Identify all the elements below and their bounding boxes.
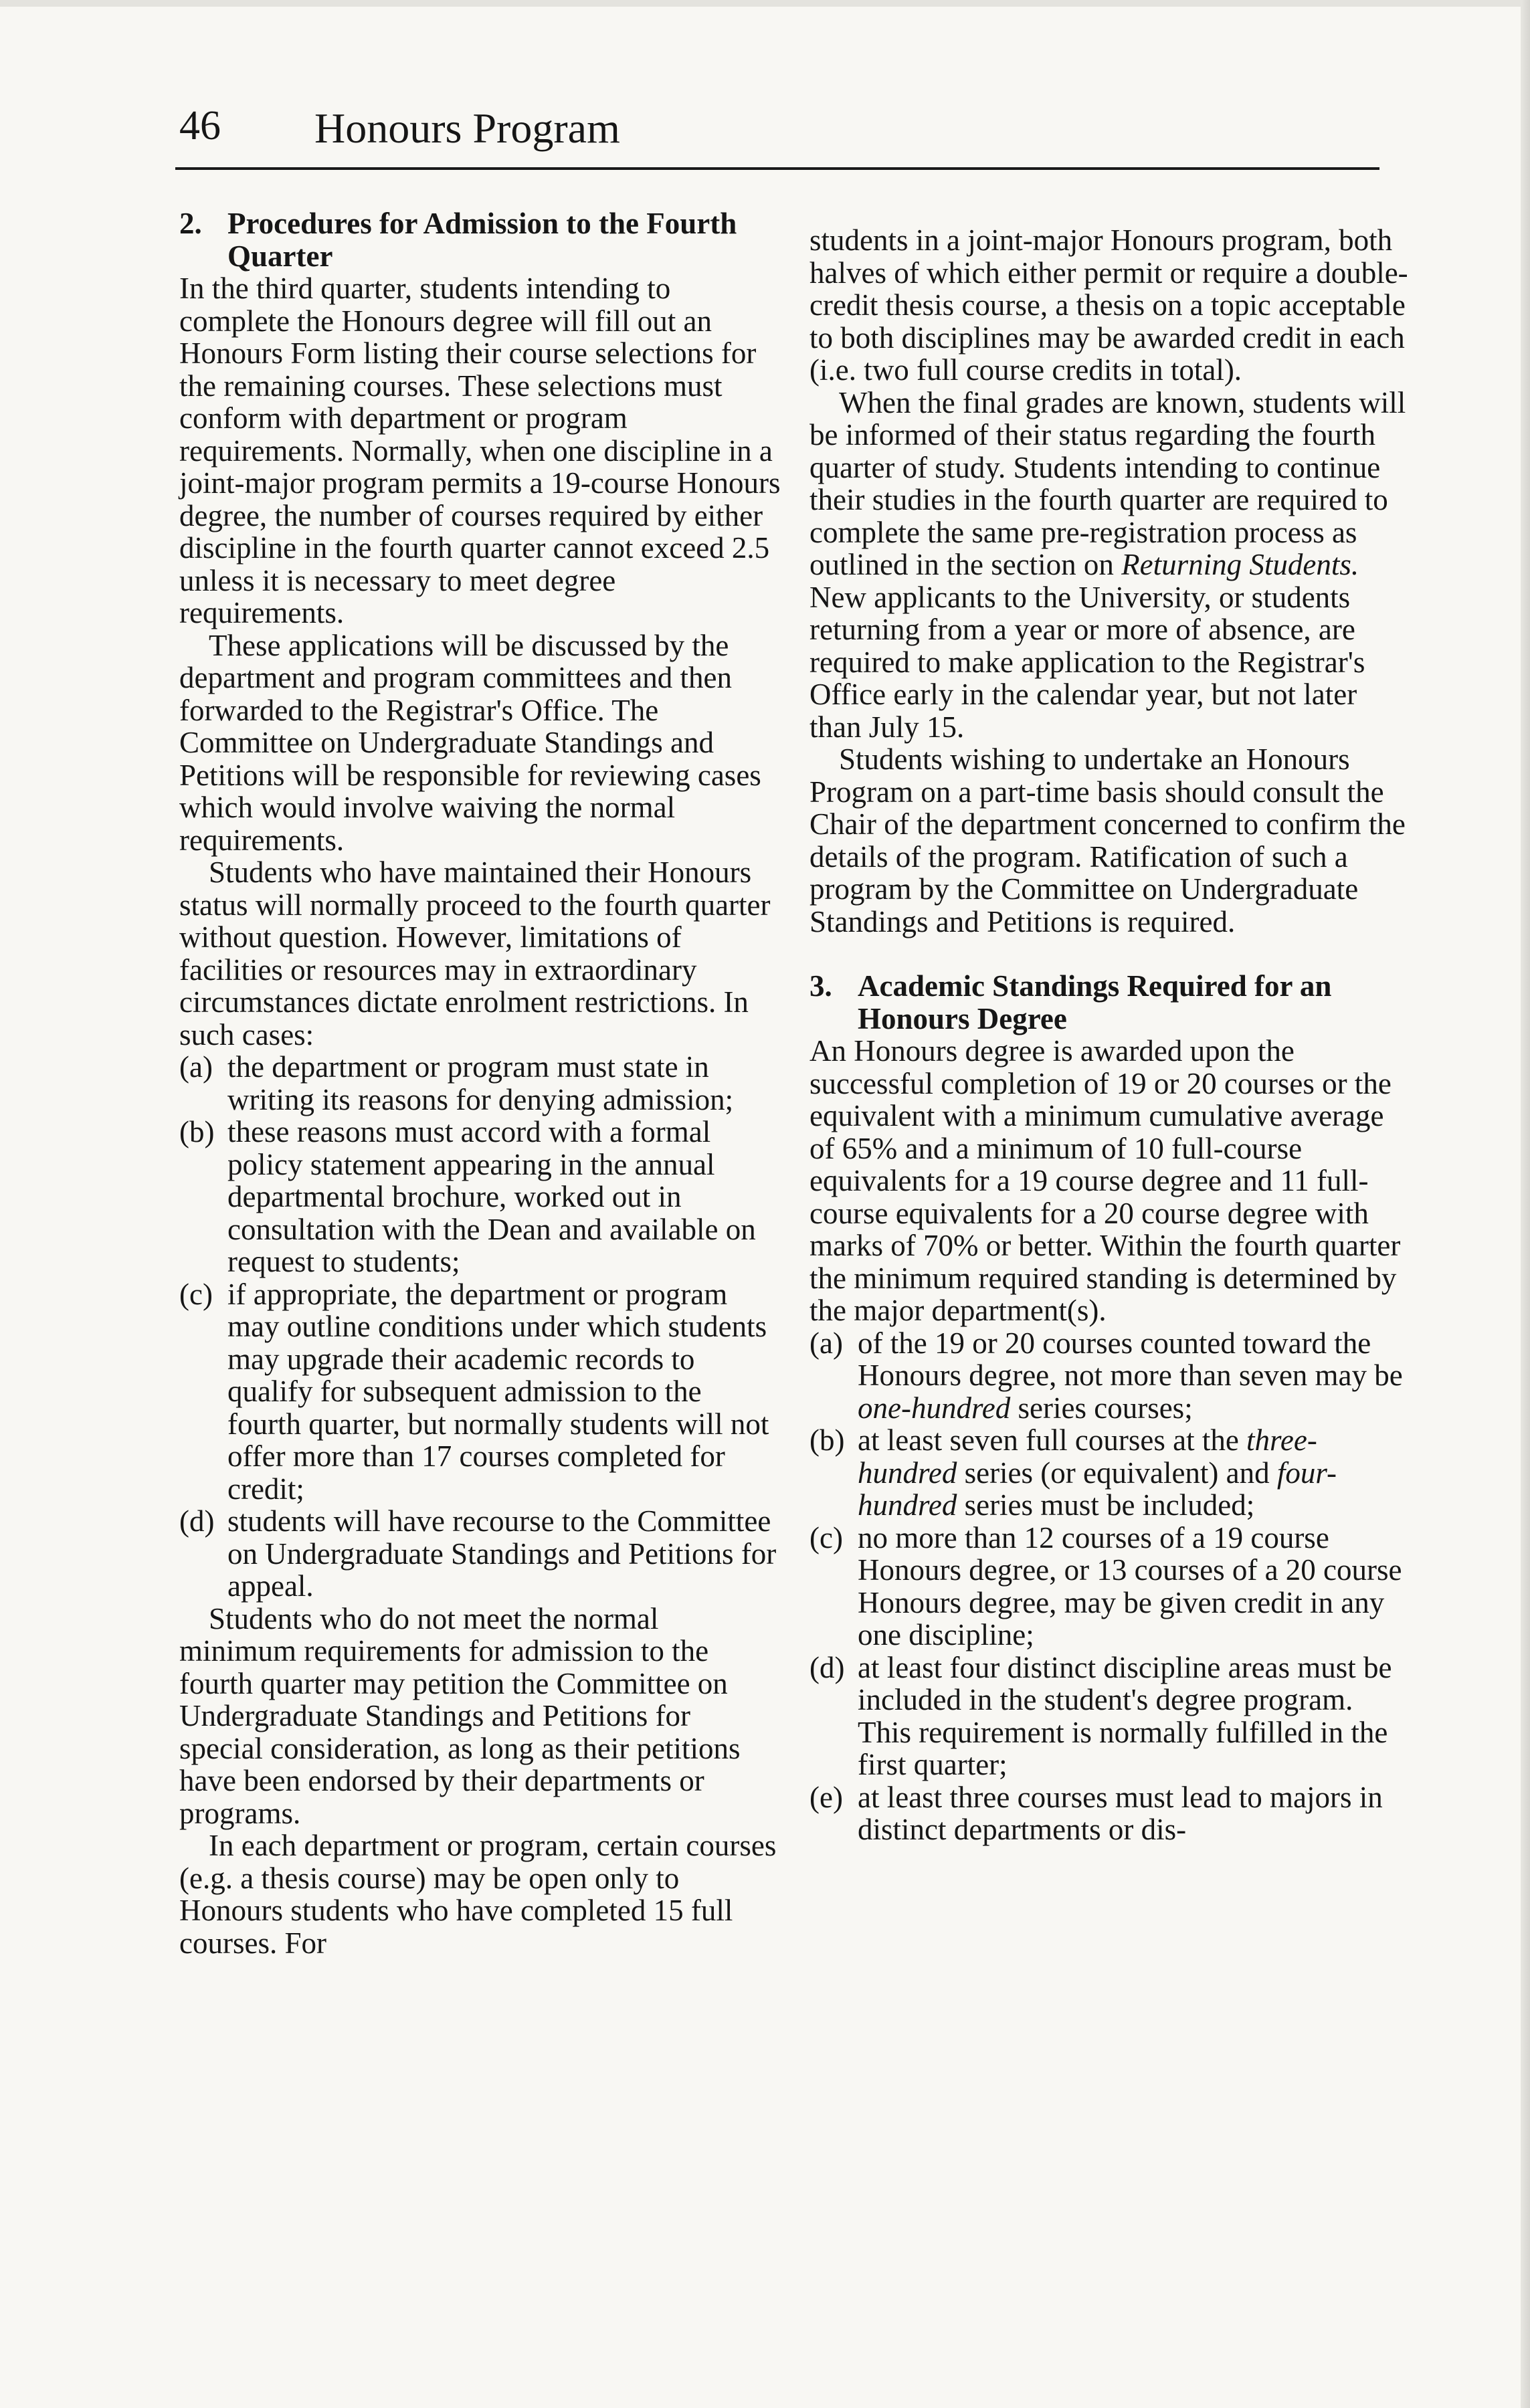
list-item-italic: four-hundred: [858, 1456, 1337, 1522]
list-item-text-part: series courses;: [1010, 1391, 1193, 1425]
list-item-text: [858, 1327, 1412, 1425]
list-item: [179, 1505, 781, 1603]
list-item-text: no more than 12 courses of a 19 course Honours degree, or 13 courses of a 20 course Honours degree, may be given credit in any one discipline;: [858, 1520, 1402, 1651]
list-item-label: (c): [809, 1520, 843, 1554]
list-item-label: (c): [179, 1277, 213, 1311]
paragraph: Students who do not meet the normal minimum requirements for admission to the fourth quarter may petition the Committee on Undergraduate Standings and Petitions for special consideration, as long as their petitions have been endorsed by their departments or programs.: [179, 1601, 741, 1830]
paragraph: students in a joint-major Honours program, both halves of which either permit or require a double-credit thesis course, a thesis on a topic acceptable to both disciplines may be awarded credit in each (i.e. two full course credits in total).: [809, 223, 1408, 387]
section-2-heading: [179, 207, 781, 272]
page-number: 46: [179, 103, 221, 148]
section-2-number: 2.: [179, 207, 202, 240]
page-edge-top: [0, 0, 1530, 7]
list-item-text-part: at least seven full courses at the: [858, 1423, 1247, 1457]
list-item-text: at least three courses must lead to majors in distinct departments or dis-: [858, 1780, 1383, 1846]
section-gap: [809, 938, 1412, 970]
list-item-text: at least four distinct discipline areas must be included in the student's degree program. This requirement is normally fulfilled in the first quarter;: [858, 1650, 1392, 1781]
list-item-label: (b): [179, 1115, 215, 1148]
section-3-number: 3.: [809, 969, 832, 1003]
list-item: [809, 1522, 1412, 1651]
section-2-title: Procedures for Admission to the Fourth Quarter: [227, 207, 737, 273]
page-header: [174, 99, 1378, 166]
list-item-text-part: series must be included;: [957, 1488, 1255, 1522]
list-item-label: (d): [179, 1504, 215, 1538]
list-item-text-part: series (or equivalent) and: [957, 1456, 1277, 1490]
list-item-italic: three-hundred: [858, 1423, 1317, 1490]
list-item-text: [858, 1424, 1412, 1522]
paragraph: In the third quarter, students intending to complete the Honours degree will fill out an Honours Form listing their course selections for the remaining courses. These selections must conform with department or program requirements. Normally, when one discipline in a joint-major program permits a 19-course Honours degree, the number of courses required by either discipline in the fourth quarter cannot exceed 2.5 unless it is necessary to meet degree requirements.: [179, 272, 781, 629]
running-title: Honours Program: [314, 104, 620, 152]
header-rule: [175, 167, 1379, 170]
list-item: [809, 1651, 1412, 1781]
list-item-label: (b): [809, 1423, 845, 1457]
list-item: [179, 1278, 781, 1506]
list-item: [809, 1781, 1412, 1846]
paragraph: An Honours degree is awarded upon the successful completion of 19 or 20 courses or the equivalent with a minimum cumulative average of 65% and a minimum of 10 full-course equivalents for a 19 course degree and 11 full-course equivalents for a 20 course degree with marks of 70% or better. Within the fourth quarter the minimum required standing is determined by the major department(s).: [809, 1034, 1401, 1327]
list-item-text: students will have recourse to the Committee on Undergraduate Standings and Petitions for appeal.: [227, 1504, 777, 1603]
list-item-text: these reasons must accord with a formal policy statement appearing in the annual departmental brochure, worked out in consultation with the Dean and available on request to students;: [227, 1115, 756, 1278]
list-item-label: (d): [809, 1650, 845, 1684]
list-item: [809, 1424, 1412, 1522]
paragraph: In each department or program, certain courses (e.g. a thesis course) may be open only to Honours students who have completed 15 full courses. For: [179, 1829, 777, 1960]
page-edge-right: [1521, 0, 1530, 2408]
list-item-label: (e): [809, 1780, 843, 1814]
section-3-title: Academic Standings Required for an Honours Degree: [858, 969, 1332, 1035]
left-column: [179, 207, 781, 1959]
list-item-label: (a): [809, 1326, 843, 1360]
list-item: [809, 1327, 1412, 1425]
paragraph: Students wishing to undertake an Honours Program on a part-time basis should consult the Chair of the department concerned to confirm the details of the program. Ratification of such a program by the Committee on Undergraduate Standings and Petitions is required.: [809, 742, 1406, 938]
list-item: [179, 1051, 781, 1116]
paragraph-text: New applicants to the University, or students returning from a year or more of absence, are required to make application to the Registrar's Office early in the calendar year, but not later than July 15.: [809, 580, 1365, 744]
list-item-text: the department or program must state in writing its reasons for denying admission;: [227, 1050, 734, 1116]
list-item-text: if appropriate, the department or program may outline conditions under which students may upgrade their academic records to qualify for subsequent admission to the fourth quarter, but normally students will not offer more than 17 courses completed for credit;: [227, 1277, 769, 1506]
list-item-italic: one-hundred: [858, 1391, 1011, 1425]
paragraph-text: When the final grades are known, students will be informed of their status regarding the fourth quarter of study. Students intending to continue their studies in the fourth quarter are required to complete the same pre-registration process as outlined in the section on: [809, 385, 1406, 581]
paragraph: [809, 387, 1412, 744]
paragraph: These applications will be discussed by the department and program committees and then forwarded to the Registrar's Office. The Committee on Undergraduate Standings and Petitions will be responsible for reviewing cases which would involve waiving the normal requirements.: [179, 628, 761, 857]
right-column: [809, 224, 1412, 1846]
paragraph: Students who have maintained their Honours status will normally proceed to the fourth quarter without question. However, limitations of facilities or resources may in extraordinary circumstances dictate enrolment restrictions. In such cases:: [179, 856, 771, 1051]
paragraph-italic: Returning Students.: [1121, 548, 1359, 581]
section-3-heading: [809, 970, 1412, 1035]
list-item-text-part: of the 19 or 20 courses counted toward the Honours degree, not more than seven may be: [858, 1326, 1403, 1392]
list-item-label: (a): [179, 1050, 213, 1084]
list-item: [179, 1116, 781, 1278]
